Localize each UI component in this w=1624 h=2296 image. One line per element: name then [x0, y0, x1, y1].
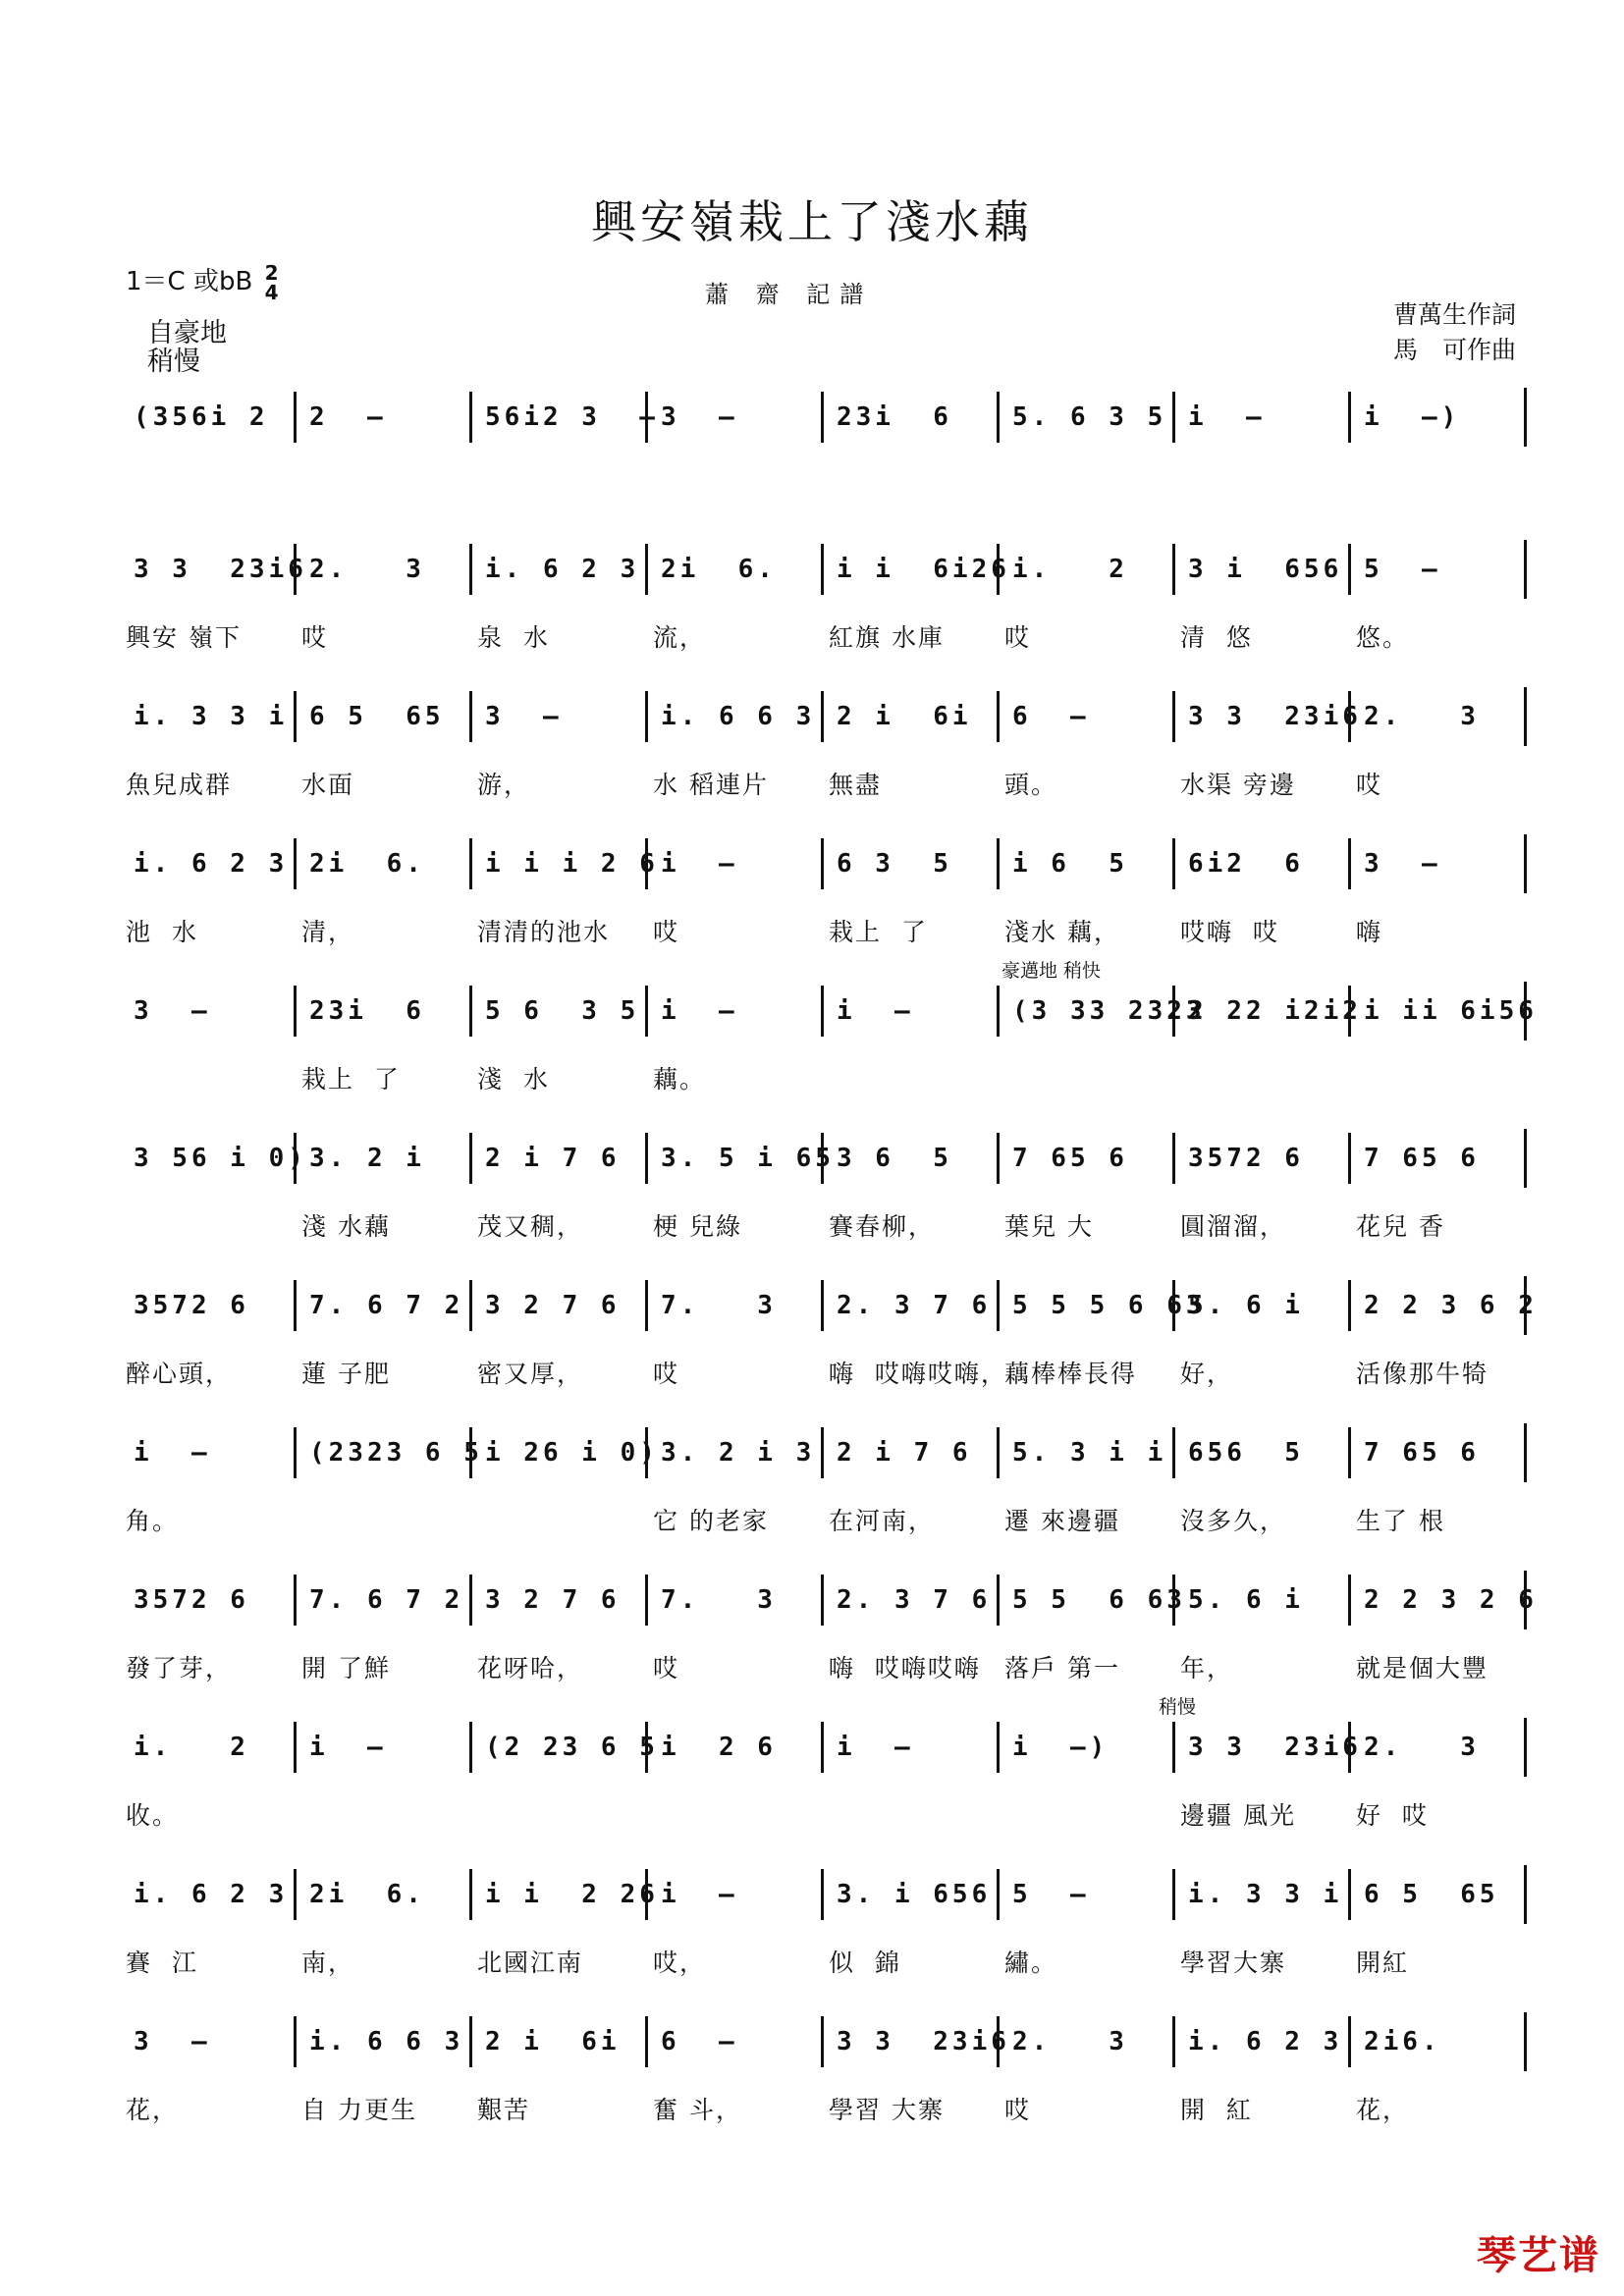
measure: 23i 6: [821, 388, 997, 447]
measure: 3. 5 i 65: [645, 1129, 821, 1188]
lyric-segment: 活像那牛犄: [1356, 1360, 1489, 1388]
measure: 7. 3: [645, 1571, 821, 1629]
lyric-segment: 開 了鮮: [301, 1654, 391, 1682]
measure: 3572 6: [1172, 1129, 1348, 1188]
lyric-segment: 魚兒成群: [126, 771, 233, 799]
lyric-segment: 清 悠: [1180, 623, 1253, 652]
measure: (2 23 6 5: [469, 1718, 645, 1777]
measure: 56i2 3 —: [469, 388, 645, 447]
measure: i i 6i26: [821, 540, 997, 599]
notation-row: [118, 1718, 1527, 1777]
measure: i. 6 6 3: [294, 2012, 469, 2071]
notation-row: [118, 1865, 1527, 1924]
measure: 7. 3: [645, 1276, 821, 1335]
lyric-segment: 哎: [1356, 771, 1383, 799]
notation-row: [118, 982, 1538, 1041]
measure: 2. 3: [997, 2012, 1172, 2071]
lyrics-row: [118, 618, 1524, 652]
lyric-segment: 嗨 哎嗨哎嗨，: [829, 1360, 1007, 1388]
lyric-segment: 學習大寨: [1180, 1949, 1287, 1977]
notation-row: [118, 1571, 1538, 1629]
measure: 6 —: [997, 687, 1172, 746]
measure: (2323 6 5: [294, 1423, 469, 1482]
lyric-segment: 繡。: [1004, 1949, 1058, 1977]
lyric-segment: 奮 斗，: [653, 2096, 742, 2124]
lyric-segment: 嗨: [1356, 918, 1383, 946]
measure: 2. 3 7 6: [821, 1276, 997, 1335]
lyrics-row: [118, 1649, 1524, 1682]
lyric-segment: 角。: [126, 1507, 180, 1535]
lyric-segment: 收。: [126, 1801, 180, 1830]
lyrics-row: [118, 913, 1524, 946]
lyrics-row: [118, 1207, 1524, 1241]
lyric-segment: 花兒 香: [1356, 1212, 1445, 1241]
measure: 5 —: [1348, 540, 1524, 599]
measure: 5. 6 i: [1172, 1571, 1348, 1629]
key-signature: [126, 261, 279, 302]
lyric-segment: 醉心頭，: [126, 1360, 233, 1388]
measure: 3 2 7 6: [469, 1571, 645, 1629]
measure: i ii 6i56: [1348, 982, 1524, 1041]
measure: i —: [134, 1438, 211, 1468]
measure: (3 33 2323: [997, 982, 1172, 1041]
lyric-segment: 水渠 旁邊: [1180, 771, 1296, 799]
lyric-segment: 哎: [301, 623, 329, 652]
lyric-segment: 清清的池水: [477, 918, 611, 946]
measure: i. 2: [134, 1733, 249, 1762]
measure: 5 5 6 63: [997, 1571, 1172, 1629]
notation-row: [118, 540, 1527, 599]
lyric-segment: 花，: [126, 2096, 180, 2124]
measure: 5. 6 3 5: [997, 388, 1172, 447]
lyric-segment: 自 力更生: [301, 2096, 417, 2124]
measure: i. 3 3 i: [1172, 1865, 1348, 1924]
lyricist-credit: 曹萬生作詞: [1392, 300, 1516, 329]
lyric-segment: 哎，: [653, 1949, 707, 1977]
measure: 2i6.: [1348, 2012, 1524, 2071]
measure: 2i 6.: [645, 540, 821, 599]
lyric-segment: 遷 來邊疆: [1004, 1507, 1120, 1535]
measure: 2 22 i2i2: [1172, 982, 1348, 1041]
measure: 6i2 6: [1172, 834, 1348, 893]
key-label: 1＝C 或bB: [126, 267, 253, 296]
lyric-segment: 開紅: [1356, 1949, 1410, 1977]
measure: i —: [821, 982, 997, 1041]
measure: 3 3 23i6: [1172, 1718, 1348, 1777]
lyric-segment: 清，: [301, 918, 355, 946]
notation-row: [118, 1129, 1527, 1188]
lyric-segment: 哎: [653, 1654, 680, 1682]
lyric-segment: 藕棒棒長得: [1004, 1360, 1138, 1388]
lyric-segment: 無盡: [829, 771, 883, 799]
measure: 2 i 7 6: [821, 1423, 997, 1482]
measure: 3. 2 i: [294, 1129, 469, 1188]
measure: 3 —: [134, 996, 211, 1026]
tempo-line-1: 自豪地: [147, 318, 227, 348]
page-title: 興安嶺栽上了淺水藕: [591, 195, 1033, 248]
lyric-segment: 在河南，: [829, 1507, 936, 1535]
lyric-segment: 流，: [653, 623, 707, 652]
lyric-segment: 艱苦: [477, 2096, 531, 2124]
measure: 5 5 5 6 63: [997, 1276, 1172, 1335]
measure: 6 5 65: [1348, 1865, 1524, 1924]
lyric-segment: 泉 水: [477, 623, 550, 652]
measure: 23i 6: [294, 982, 469, 1041]
notation-row: [118, 388, 1527, 447]
measure: 3 56 i 0): [134, 1144, 307, 1173]
lyric-segment: 密又厚，: [477, 1360, 584, 1388]
lyric-segment: 花，: [1356, 2096, 1410, 2124]
lyric-segment: 哎: [1004, 623, 1032, 652]
measure: 3 3 23i6: [821, 2012, 997, 2071]
measure: i —): [1348, 388, 1524, 447]
notation-row: [118, 687, 1527, 746]
lyric-segment: 它 的老家: [653, 1507, 769, 1535]
measure: 2 —: [294, 388, 469, 447]
lyric-segment: 學習 大寨: [829, 2096, 945, 2124]
measure: i. 6 6 3: [645, 687, 821, 746]
lyric-segment: 哎: [653, 918, 680, 946]
notation-row: [118, 2012, 1527, 2071]
measure: i i i 2 6: [469, 834, 645, 893]
lyric-segment: 哎: [1004, 2096, 1032, 2124]
measure: 6 —: [645, 2012, 821, 2071]
measure: 2. 3: [1348, 1718, 1524, 1777]
lyric-segment: 頭。: [1004, 771, 1058, 799]
measure: 7 65 6: [1348, 1423, 1524, 1482]
measure: 3 —: [645, 388, 821, 447]
measure: i 2 6: [645, 1718, 821, 1777]
measure: i —: [645, 982, 821, 1041]
tempo-line-2: 稍慢: [147, 347, 200, 377]
lyrics-row: [118, 1944, 1524, 1977]
lyric-segment: 游，: [477, 771, 531, 799]
measure: 2 i 7 6: [469, 1129, 645, 1188]
measure: 2 2 3 6 2: [1348, 1276, 1524, 1335]
measure: i. 6 2 3: [469, 540, 645, 599]
lyric-segment: 藕。: [653, 1065, 707, 1094]
time-signature-top: 2: [264, 260, 279, 285]
lyric-segment: 哎: [653, 1360, 680, 1388]
lyric-segment: 蓮 子肥: [301, 1360, 391, 1388]
measure: (356i 2: [134, 402, 269, 432]
lyric-segment: 賽春柳，: [829, 1212, 936, 1241]
measure: i. 2: [997, 540, 1172, 599]
measure: 3 6 5: [821, 1129, 997, 1188]
lyric-segment: 哎嗨 哎: [1180, 918, 1279, 946]
time-signature-bottom: 4: [264, 280, 279, 304]
lyric-segment: 栽上 了: [829, 918, 928, 946]
lyric-segment: 淺 水: [477, 1065, 550, 1094]
lyric-segment: 好，: [1180, 1360, 1234, 1388]
credits: [1393, 297, 1516, 368]
lyric-segment: 南，: [301, 1949, 355, 1977]
system-annotation: 稍慢: [1159, 1696, 1197, 1718]
lyric-segment: 嗨 哎嗨哎嗨: [829, 1654, 981, 1682]
lyric-segment: 茂又稠，: [477, 1212, 584, 1241]
measure: 3. i 656: [821, 1865, 997, 1924]
measure: 3 3 23i6: [1172, 687, 1348, 746]
lyric-segment: 沒多久，: [1180, 1507, 1287, 1535]
notation-row: [118, 1423, 1527, 1482]
lyric-segment: 圓溜溜，: [1180, 1212, 1287, 1241]
measure: 656 5: [1172, 1423, 1348, 1482]
measure: 5 6 3 5: [469, 982, 645, 1041]
lyrics-row: [118, 2091, 1524, 2124]
system-annotation: 豪邁地 稍快: [1001, 960, 1102, 982]
lyric-segment: 落戶 第一: [1004, 1654, 1120, 1682]
measure: 2 2 3 2 6: [1348, 1571, 1524, 1629]
time-signature: [264, 260, 279, 304]
measure: 7. 6 7 2: [294, 1571, 469, 1629]
lyric-segment: 梗 兒綠: [653, 1212, 742, 1241]
measure: 3 —: [134, 2027, 211, 2056]
measure: 3 3 23i6: [134, 555, 307, 584]
measure: 5. 3 i i: [997, 1423, 1172, 1482]
measure: 3572 6: [134, 1585, 249, 1615]
measure: 3572 6: [134, 1291, 249, 1320]
measure: i —: [645, 834, 821, 893]
tempo-marking: [147, 319, 227, 376]
lyric-segment: 紅旗 水庫: [829, 623, 945, 652]
measure: i i 2 26: [469, 1865, 645, 1924]
measure: i —: [1172, 388, 1348, 447]
watermark-logo: 琴艺谱: [1477, 2233, 1600, 2278]
measure: 3. 2 i 3: [645, 1423, 821, 1482]
lyric-segment: 好 哎: [1356, 1801, 1429, 1830]
measure: i. 6 2 3: [134, 849, 289, 879]
lyric-segment: 興安 嶺下: [126, 623, 242, 652]
measure: 2. 3: [1348, 687, 1524, 746]
measure: i 26 i 0): [469, 1423, 645, 1482]
lyric-segment: 似 錦: [829, 1949, 901, 1977]
notation-row: [118, 834, 1527, 893]
measure: 7. 6 7 2: [294, 1276, 469, 1335]
measure: 3 —: [1348, 834, 1524, 893]
measure: 2. 3: [294, 540, 469, 599]
measure: 3 —: [469, 687, 645, 746]
lyrics-row: [118, 1060, 1524, 1094]
lyric-segment: 花呀哈，: [477, 1654, 584, 1682]
lyric-segment: 賽 江: [126, 1949, 198, 1977]
measure: 3 2 7 6: [469, 1276, 645, 1335]
lyrics-row: [118, 766, 1524, 799]
measure: i —: [821, 1718, 997, 1777]
lyric-segment: 生了 根: [1356, 1507, 1445, 1535]
lyric-segment: 發了芽，: [126, 1654, 233, 1682]
measure: 2. 3 7 6: [821, 1571, 997, 1629]
measure: i. 3 3 i: [134, 702, 289, 731]
lyric-segment: 開 紅: [1180, 2096, 1253, 2124]
lyric-segment: 栽上 了: [301, 1065, 401, 1094]
lyric-segment: 水 稻連片: [653, 771, 769, 799]
lyric-segment: 邊疆 風光: [1180, 1801, 1296, 1830]
lyrics-row: [118, 1355, 1524, 1388]
measure: i —: [645, 1865, 821, 1924]
measure: i. 6 2 3: [1172, 2012, 1348, 2071]
measure: i 6 5: [997, 834, 1172, 893]
measure: 3 i 656: [1172, 540, 1348, 599]
measure: i. 6 2 3: [134, 1880, 289, 1909]
lyrics-row: [118, 1796, 1524, 1830]
measure: 7 65 6: [997, 1129, 1172, 1188]
measure: 2 i 6i: [469, 2012, 645, 2071]
measure: i —): [997, 1718, 1172, 1777]
measure: 6 3 5: [821, 834, 997, 893]
lyric-segment: 就是個大豐: [1356, 1654, 1489, 1682]
measure: 2i 6.: [294, 1865, 469, 1924]
lyric-segment: 北國江南: [477, 1949, 584, 1977]
lyric-segment: 年，: [1180, 1654, 1234, 1682]
measure: 6 5 65: [294, 687, 469, 746]
measure: 5. 6 i: [1172, 1276, 1348, 1335]
lyric-segment: 淺水 藕，: [1004, 918, 1120, 946]
composer-credit: 馬 可作曲: [1392, 336, 1516, 364]
lyrics-row: [118, 1502, 1524, 1535]
lyric-segment: 池 水: [126, 918, 198, 946]
lyric-segment: 水面: [301, 771, 355, 799]
lyric-segment: 淺 水藕: [301, 1212, 391, 1241]
measure: 2i 6.: [294, 834, 469, 893]
measure: 7 65 6: [1348, 1129, 1524, 1188]
measure: i —: [294, 1718, 469, 1777]
recorder-credit: 蕭 齋 記譜: [705, 281, 874, 308]
lyric-segment: 葉兒 大: [1004, 1212, 1094, 1241]
measure: 5 —: [997, 1865, 1172, 1924]
measure: 2 i 6i: [821, 687, 997, 746]
notation-row: [118, 1276, 1538, 1335]
lyric-segment: 悠。: [1356, 623, 1410, 652]
